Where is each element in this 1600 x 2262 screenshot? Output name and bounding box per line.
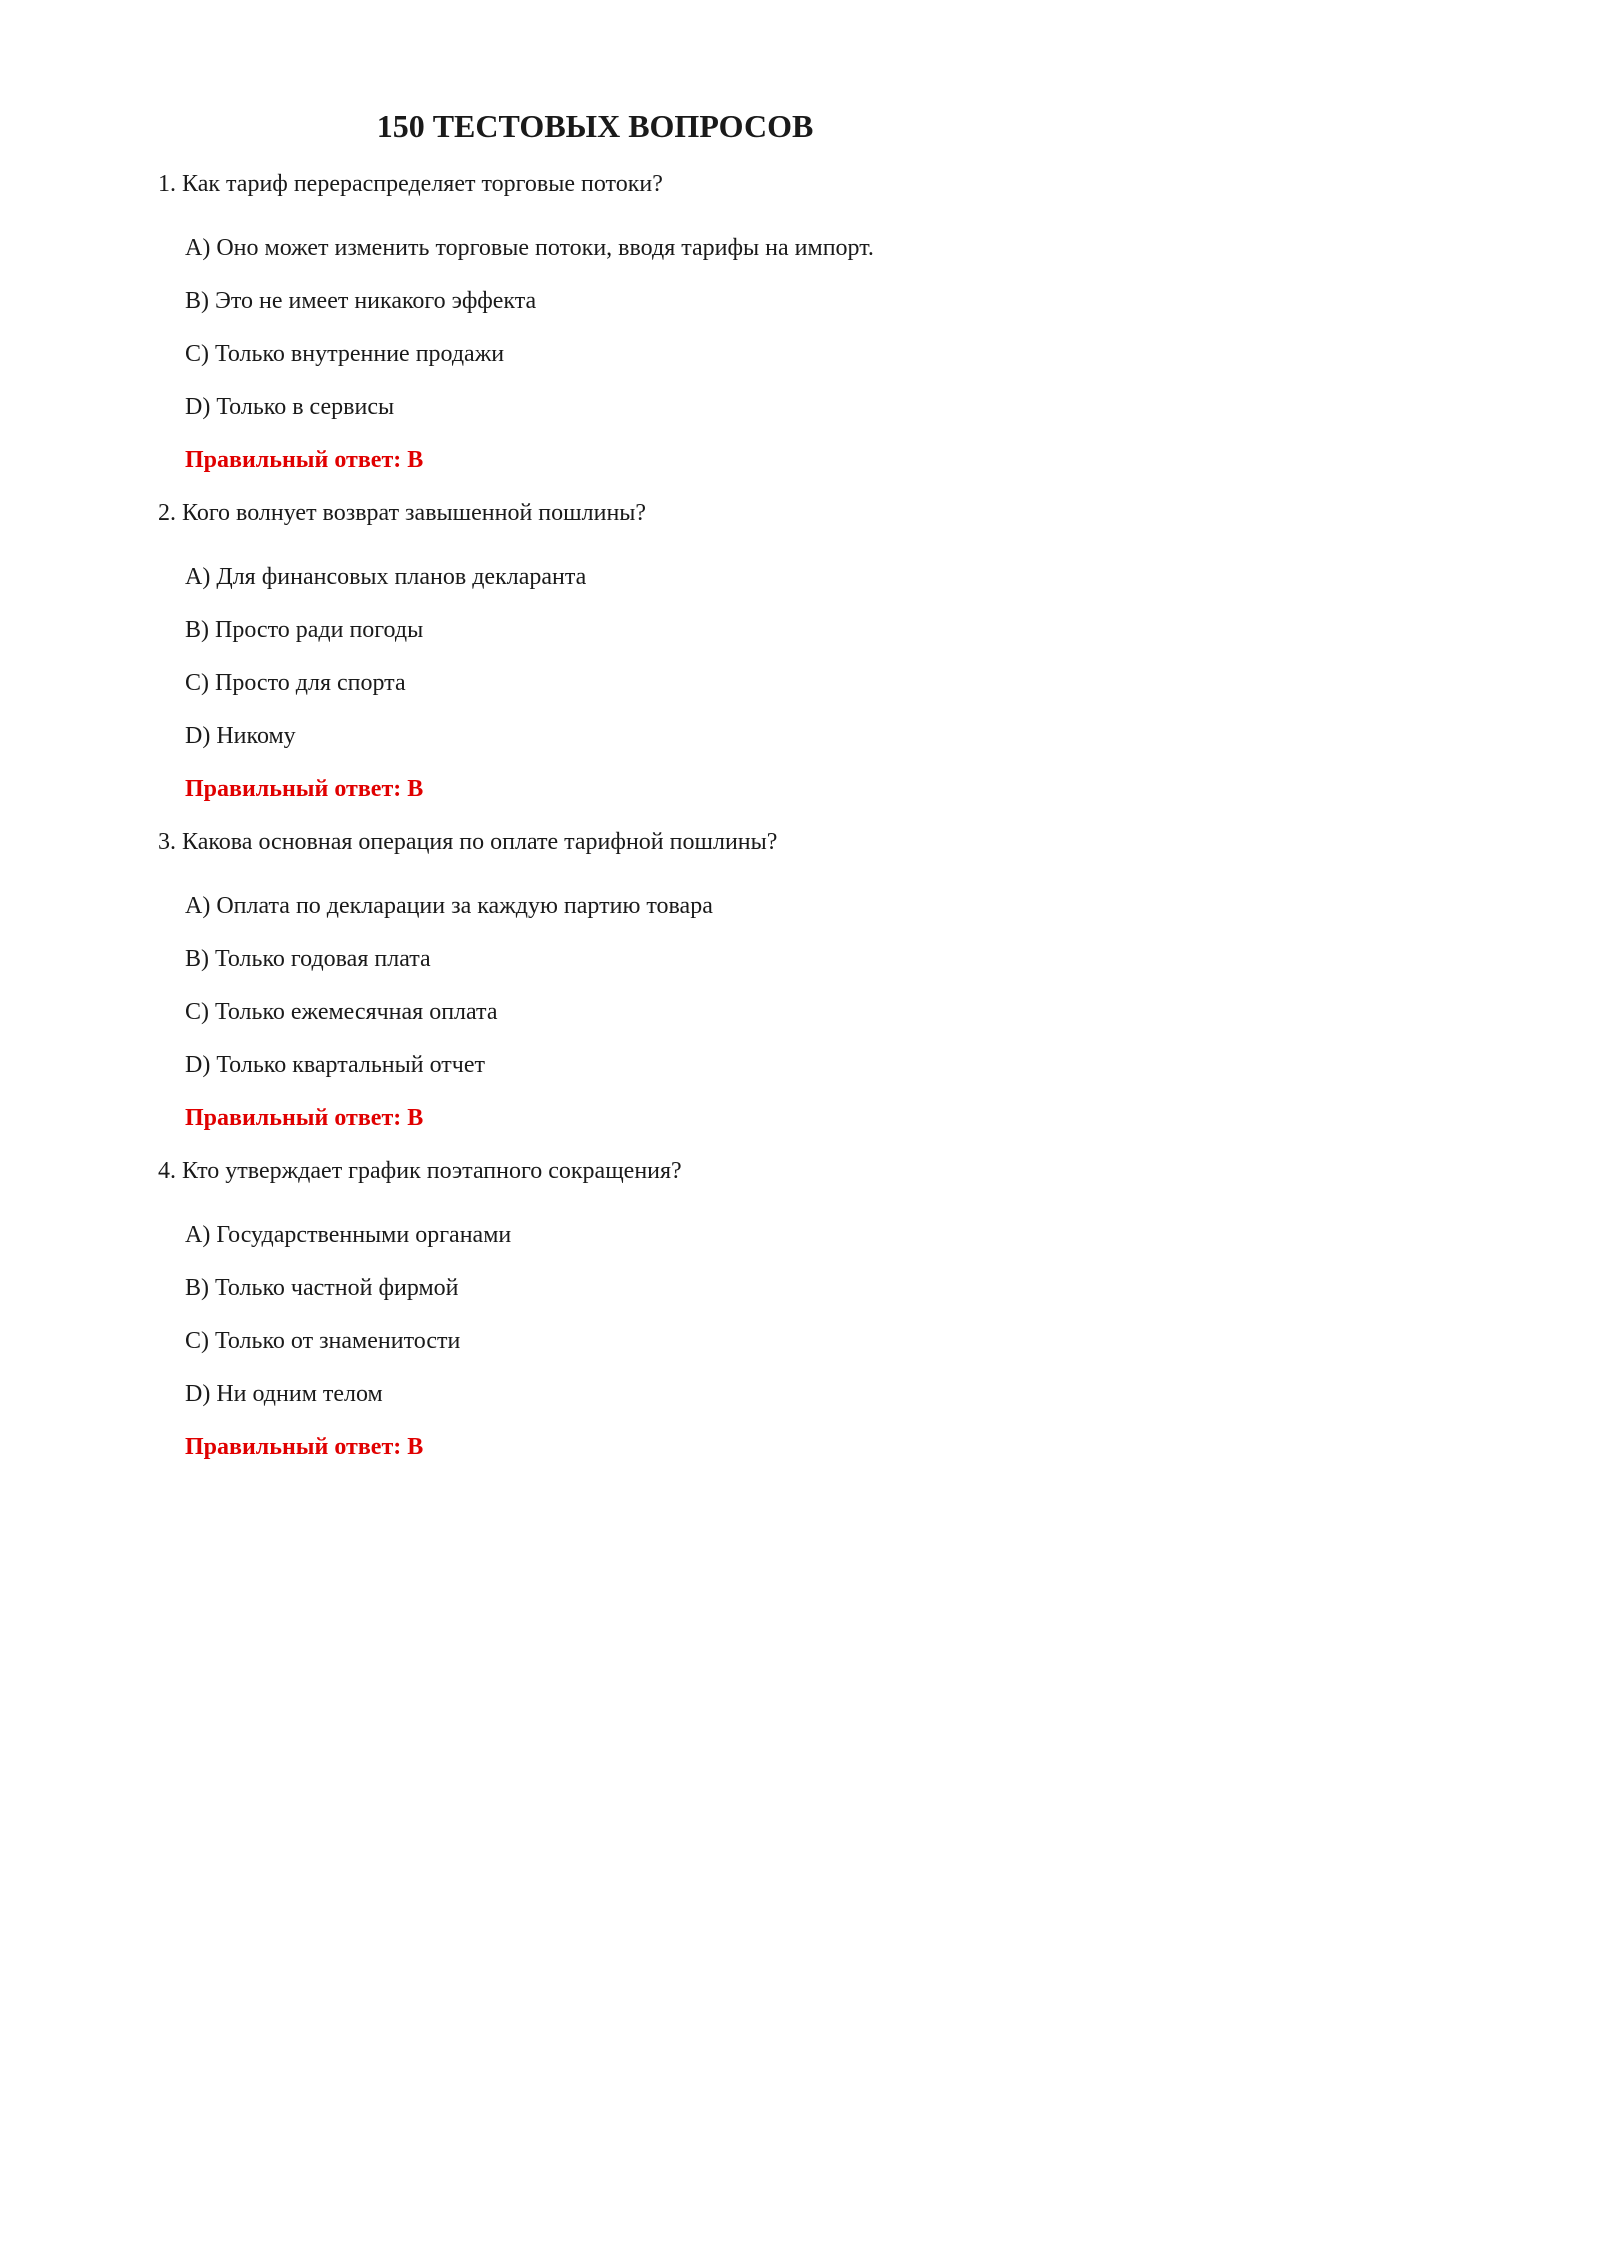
document-title: 150 ТЕСТОВЫХ ВОПРОСОВ: [376, 108, 814, 144]
question-3-option-a: A) Оплата по декларации за каждую партию товара: [185, 893, 713, 919]
document-page: [0, 0, 1120, 1583]
question-3-option-c: C) Только ежемесячная оплата: [185, 999, 498, 1025]
question-1-option-a: A) Оно может изменить торговые потоки, вводя тарифы на импорт.: [185, 235, 874, 261]
question-4-option-c: C) Только от знаменитости: [185, 1328, 461, 1354]
question-1-text: 1. Как тариф перераспределяет торговые потоки?: [158, 171, 663, 197]
question-1-correct-answer: Правильный ответ: B: [185, 447, 424, 473]
question-4-text: 4. Кто утверждает график поэтапного сокращения?: [158, 1158, 682, 1184]
question-2-text: 2. Кого волнует возврат завышенной пошлины?: [158, 500, 647, 526]
question-3-correct-answer: Правильный ответ: B: [185, 1105, 424, 1131]
question-2-correct-answer: Правильный ответ: B: [185, 776, 424, 802]
question-3-option-b: B) Только годовая плата: [185, 946, 431, 972]
question-3-text: 3. Какова основная операция по оплате тарифной пошлины?: [158, 829, 778, 855]
question-1-option-d: D) Только в сервисы: [185, 394, 395, 420]
question-2-option-b: B) Просто ради погоды: [185, 617, 424, 643]
question-4-option-b: B) Только частной фирмой: [185, 1275, 459, 1301]
question-4-option-a: A) Государственными органами: [185, 1222, 512, 1248]
question-3-option-d: D) Только квартальный отчет: [185, 1052, 485, 1078]
question-2-option-d: D) Никому: [185, 723, 296, 749]
question-4-option-d: D) Ни одним телом: [185, 1381, 383, 1407]
question-4-correct-answer: Правильный ответ: B: [185, 1434, 424, 1460]
question-1-option-b: B) Это не имеет никакого эффекта: [185, 288, 537, 314]
question-1-option-c: C) Только внутренние продажи: [185, 341, 505, 367]
question-2-option-a: A) Для финансовых планов декларанта: [185, 564, 587, 590]
question-2-option-c: C) Просто для спорта: [185, 670, 406, 696]
